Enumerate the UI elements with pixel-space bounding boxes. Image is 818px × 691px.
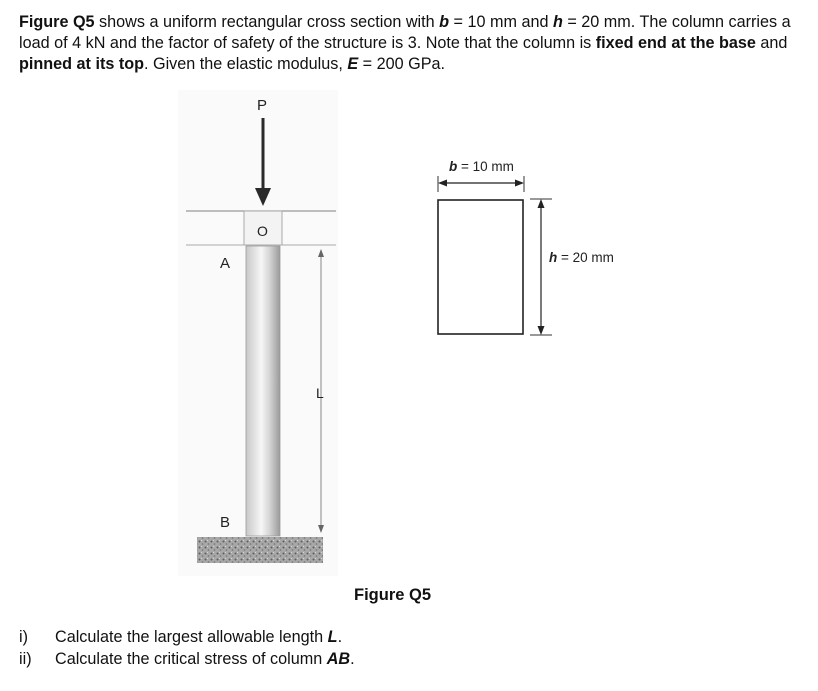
length-label-l: L bbox=[316, 385, 324, 401]
load-label-p: P bbox=[257, 97, 268, 114]
intro-text: = 20 mm. The column carries a load of 4 kN and the factor of safety of the structure is 3. Note that the column is bbox=[19, 13, 791, 52]
question-text: Calculate the largest allowable length bbox=[55, 628, 328, 646]
width-var: b bbox=[449, 159, 458, 174]
question-end: . bbox=[350, 650, 355, 668]
question-number: i) bbox=[19, 628, 28, 646]
height-value: = 20 mm bbox=[557, 250, 614, 265]
question-text: Calculate the critical stress of column bbox=[55, 650, 327, 668]
label-a: A bbox=[220, 255, 231, 272]
height-arrow-top bbox=[538, 199, 545, 208]
question-end: . bbox=[337, 628, 343, 646]
pinned-text: pinned at its top bbox=[19, 55, 144, 73]
width-value: = 10 mm bbox=[457, 159, 514, 174]
intro-text: and bbox=[755, 34, 788, 52]
figure-ref: Figure Q5 bbox=[19, 13, 95, 31]
question-var: AB bbox=[326, 650, 351, 668]
intro-text: = 200 GPa. bbox=[358, 55, 445, 73]
height-dimension-label bbox=[549, 250, 614, 265]
figure-caption: Figure Q5 bbox=[354, 586, 432, 604]
question-i bbox=[19, 628, 342, 647]
height-var: h bbox=[549, 250, 558, 265]
var-b: b bbox=[439, 13, 450, 31]
cross-section-rectangle bbox=[438, 200, 523, 334]
fixed-end-text: fixed end at the base bbox=[595, 34, 756, 52]
intro-text: shows a uniform rectangular cross section with bbox=[94, 13, 440, 31]
fixed-base-ground bbox=[197, 537, 323, 563]
label-b: B bbox=[220, 514, 231, 531]
width-arrow-left bbox=[438, 180, 447, 187]
question-ii bbox=[19, 650, 355, 669]
height-arrow-bottom bbox=[538, 326, 545, 335]
pin-label-o: O bbox=[257, 223, 268, 239]
column bbox=[246, 246, 280, 536]
intro-text: = 10 mm and bbox=[449, 13, 553, 31]
width-dimension-label bbox=[449, 159, 514, 174]
var-h: h bbox=[552, 13, 563, 31]
var-e: E bbox=[347, 55, 359, 73]
intro-text: . Given the elastic modulus, bbox=[144, 55, 348, 73]
width-arrow-right bbox=[515, 180, 524, 187]
question-number: ii) bbox=[19, 650, 32, 668]
question-var: L bbox=[327, 628, 338, 646]
